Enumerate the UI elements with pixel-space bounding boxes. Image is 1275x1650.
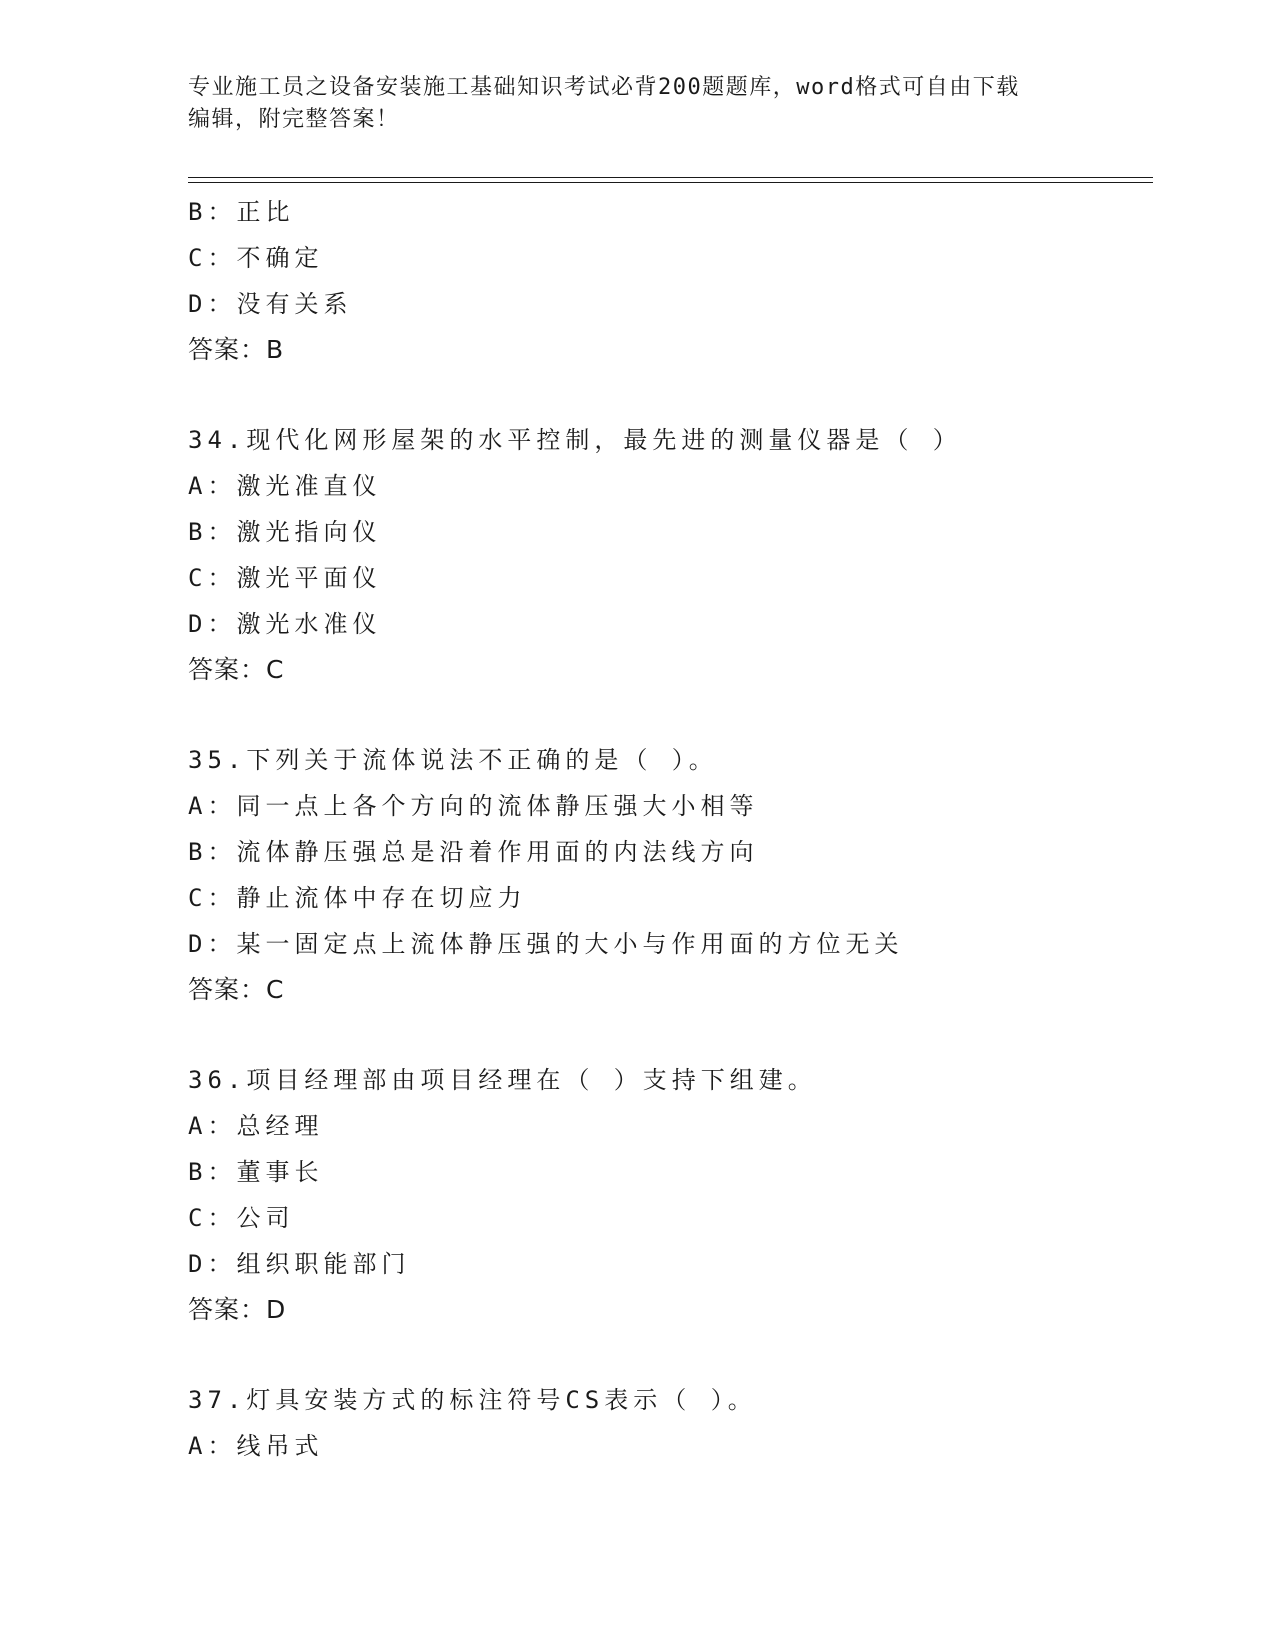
answer-line: 答案：C <box>188 655 285 684</box>
question-text: 36.项目经理部由项目经理在（ ）支持下组建。 <box>188 1066 817 1094</box>
header-line-1: 专业施工员之设备安装施工基础知识考试必背200题题库，word格式可自由下载 <box>188 75 1020 100</box>
answer-line: 答案：C <box>188 975 285 1004</box>
option-c: C：不确定 <box>188 244 324 272</box>
question-list <box>188 189 1153 1469</box>
option-c: C：激光平面仪 <box>188 564 382 592</box>
header-divider-bottom <box>188 182 1153 183</box>
option-d: D：激光水准仪 <box>188 610 382 638</box>
option-c: C：静止流体中存在切应力 <box>188 884 527 912</box>
option-a: A：线吊式 <box>188 1432 324 1460</box>
option-d: D：组织职能部门 <box>188 1250 411 1278</box>
option-a: A：激光准直仪 <box>188 472 382 500</box>
option-b: B：正比 <box>188 198 295 226</box>
question-block-34 <box>188 417 1153 693</box>
question-block-37 <box>188 1377 1153 1469</box>
question-text: 37.灯具安装方式的标注符号CS表示（ ）。 <box>188 1386 757 1414</box>
document-header <box>188 72 1088 136</box>
option-a: A：总经理 <box>188 1112 324 1140</box>
option-a: A：同一点上各个方向的流体静压强大小相等 <box>188 792 759 820</box>
answer-line: 答案：B <box>188 335 285 364</box>
option-b: B：激光指向仪 <box>188 518 382 546</box>
question-text: 35.下列关于流体说法不正确的是（ ）。 <box>188 746 718 774</box>
option-b: B：董事长 <box>188 1158 324 1186</box>
option-d: D：某一固定点上流体静压强的大小与作用面的方位无关 <box>188 930 904 958</box>
answer-line: 答案：D <box>188 1295 287 1324</box>
option-d: D：没有关系 <box>188 290 353 318</box>
question-block-36 <box>188 1057 1153 1333</box>
question-block-33 <box>188 189 1153 373</box>
option-c: C：公司 <box>188 1204 295 1232</box>
header-divider-top <box>188 177 1153 178</box>
question-text: 34.现代化网形屋架的水平控制，最先进的测量仪器是（ ） <box>188 426 962 454</box>
option-b: B：流体静压强总是沿着作用面的内法线方向 <box>188 838 759 866</box>
header-line-2: 编辑，附完整答案！ <box>188 107 400 132</box>
question-block-35 <box>188 737 1153 1013</box>
